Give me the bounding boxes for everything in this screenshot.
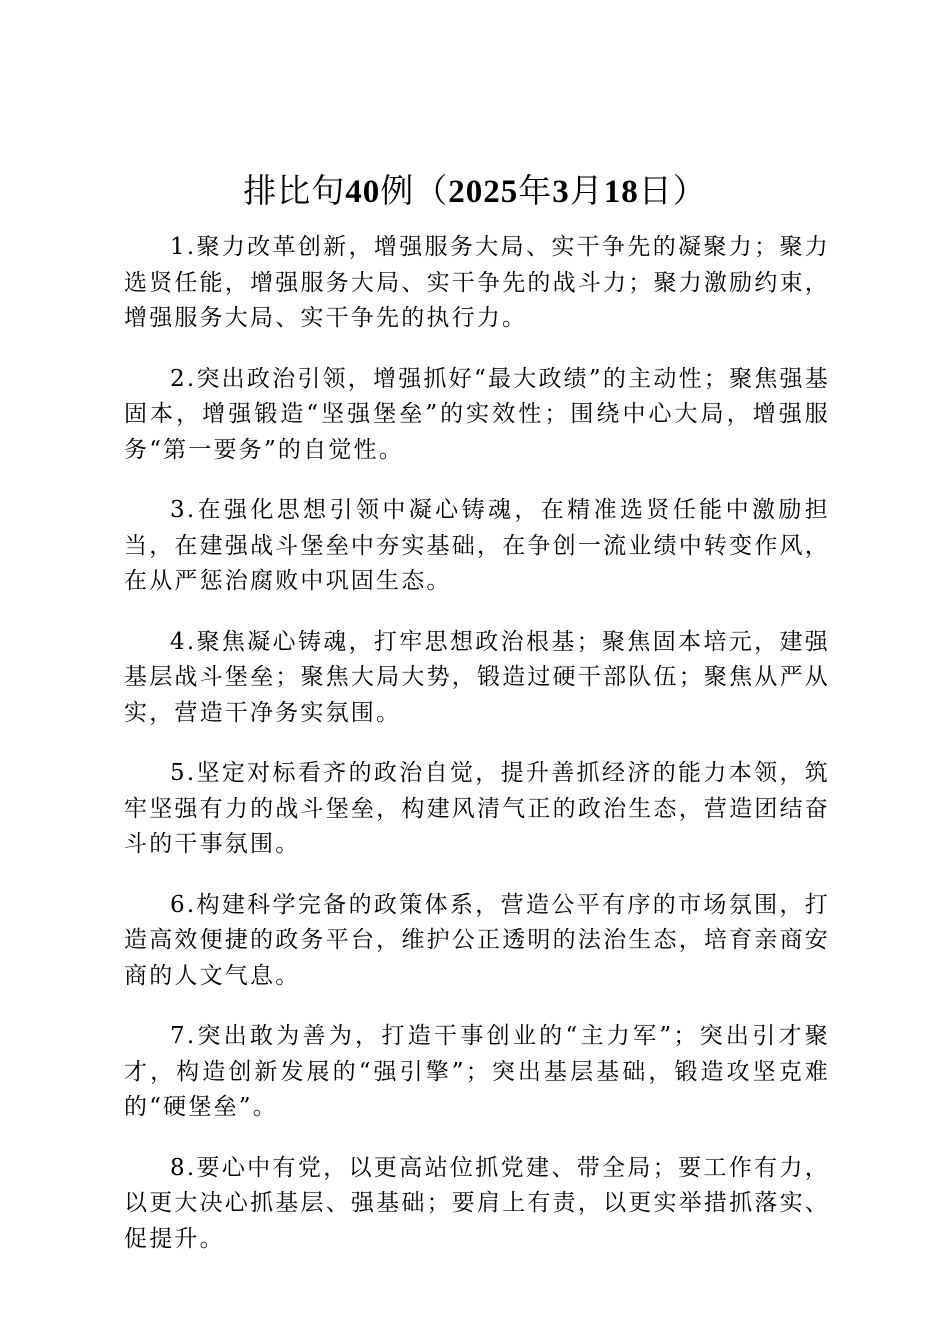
title-text-year-unit: 年 xyxy=(518,171,553,210)
paragraph-6: 6.构建科学完备的政策体系，营造公平有序的市场氛围，打造高效便捷的政务平台，维护公正透明的法治生态，培育亲商安商的人文气息。 xyxy=(124,891,830,989)
document-title xyxy=(0,168,950,215)
title-text-day-unit: 日） xyxy=(638,171,707,210)
title-text-1: 排比句 xyxy=(243,171,346,210)
paragraph-4: 4.聚焦凝心铸魂，打牢思想政治根基；聚焦固本培元，建强基层战斗堡垒；聚焦大局大势，锻造过硬干部队伍；聚焦从严从实，营造干净务实氛围。 xyxy=(124,628,830,726)
title-number-count: 40 xyxy=(345,174,381,210)
document-body xyxy=(124,230,830,1282)
title-month: 3 xyxy=(552,174,570,210)
paragraph-2: 2.突出政治引领，增强抓好“最大政绩”的主动性；聚焦强基固本，增强锻造“坚强堡垒”的实效性；围绕中心大局，增强服务“第一要务”的自觉性。 xyxy=(124,365,830,463)
title-text-2: 例（ xyxy=(380,171,449,210)
paragraph-7: 7.突出敢为善为，打造干事创业的“主力军”；突出引才聚才，构造创新发展的“强引擎”；突出基层基础，锻造攻坚克难的“硬堡垒”。 xyxy=(124,1023,830,1120)
title-day: 18 xyxy=(603,174,639,210)
paragraph-1: 1.聚力改革创新，增强服务大局、实干争先的凝聚力；聚力选贤任能，增强服务大局、实干争先的战斗力；聚力激励约束，增强服务大局、实干争先的执行力。 xyxy=(124,234,830,331)
title-text-month-unit: 月 xyxy=(569,171,604,210)
paragraph-8: 8.要心中有党，以更高站位抓党建、带全局；要工作有力，以更大决心抓基层、强基础；要肩上有责，以更实举措抓落实、促提升。 xyxy=(124,1154,830,1252)
paragraph-5: 5.坚定对标看齐的政治自觉，提升善抓经济的能力本领，筑牢坚强有力的战斗堡垒，构建风清气正的政治生态，营造团结奋斗的干事氛围。 xyxy=(124,760,830,857)
title-year: 2025 xyxy=(448,174,519,210)
paragraph-3: 3.在强化思想引领中凝心铸魂，在精准选贤任能中激励担当，在建强战斗堡垒中夯实基础，在争创一流业绩中转变作风，在从严惩治腐败中巩固生态。 xyxy=(124,497,830,594)
